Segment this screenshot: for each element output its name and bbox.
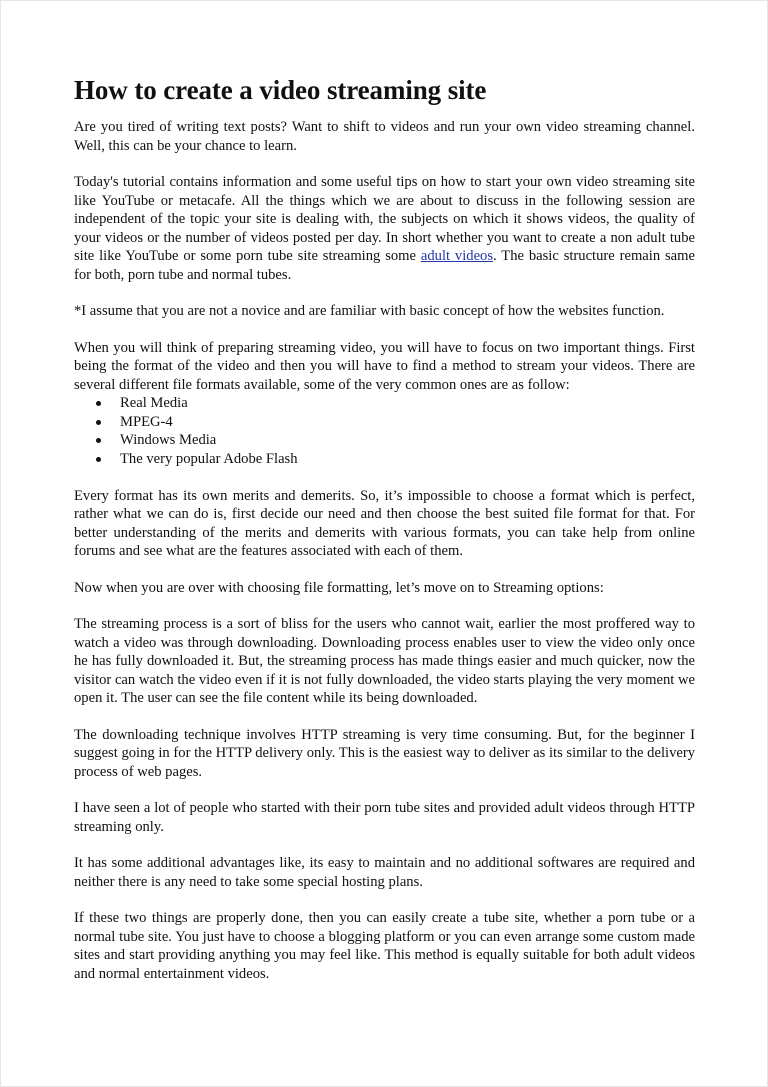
list-item-label: Real Media — [120, 395, 188, 411]
document-title: How to create a video streaming site — [74, 75, 487, 105]
formats-list — [74, 394, 695, 469]
bullet-icon — [96, 438, 101, 443]
merits-paragraph: Every format has its own merits and demerits. So, it’s impossible to choose a format which is perfect, rather what we can do is, first decide our need and then choose the best suited file format for that. For better understanding of the merits and demerits with various formats, you can take help from online forums and see what are the features associated with each of them. — [74, 487, 695, 560]
document-body — [74, 72, 695, 1001]
list-item — [74, 394, 695, 413]
bullet-icon — [96, 457, 101, 462]
bullet-icon — [96, 401, 101, 406]
tutorial-text-before-link: Today's tutorial contains information and some useful tips on how to start your own video streaming site like YouTube or metacafe. All the things which we are about to discuss in the following session are independent of the topic your site is dealing with, the subjects on which it shows videos, the quality of your videos or the number of videos posted per day. In short whether you want to create a non adult tube site like YouTube or some porn tube site streaming some — [74, 174, 695, 264]
adult-videos-link[interactable]: adult videos — [420, 248, 494, 264]
advantages-paragraph: It has some additional advantages like, its easy to maintain and no additional softwares are required and neither there is any need to take some special hosting plans. — [74, 855, 695, 890]
streaming-options-paragraph: Now when you are over with choosing file formatting, let’s move on to Streaming options: — [74, 579, 604, 596]
list-item-label: MPEG-4 — [120, 413, 173, 430]
conclusion-paragraph: If these two things are properly done, then you can easily create a tube site, whether a porn tube or a normal tube site. You just have to choose a blogging platform or you can even arrange some custom made sites and start providing anything you may feel like. This method is equally suitable for both adult videos and normal entertainment videos. — [74, 910, 695, 982]
list-item-label: Windows Media — [120, 432, 217, 449]
list-item — [74, 431, 695, 450]
tutorial-text-after-link: . The basic structure remain same for both, porn tube and normal tubes. — [74, 248, 695, 283]
assumption-paragraph: *I assume that you are not a novice and are familiar with basic concept of how the websites function. — [74, 303, 665, 319]
list-item — [74, 450, 695, 469]
bullet-icon — [96, 420, 101, 425]
streaming-process-paragraph: The streaming process is a sort of bliss for the users who cannot wait, earlier the most proffered way to watch a video was through downloading. Downloading process enables user to view the video only once he has fully downloaded it. But, the streaming process has made things easier and much quicker, now the visitor can watch the video even if it is not fully downloaded, the video starts playing the very moment we open it. The user can see the file content while its being downloaded. — [74, 616, 695, 707]
list-item-label: The very popular Adobe Flash — [120, 451, 298, 468]
tutorial-paragraph — [74, 173, 695, 284]
http-streaming-paragraph: The downloading technique involves HTTP streaming is very time consuming. But, for the beginner I suggest going in for the HTTP delivery only. This is the easiest way to deliver as its similar to the delivery process of web pages. — [74, 726, 695, 780]
list-item — [74, 413, 695, 432]
porn-tube-http-paragraph: I have seen a lot of people who started with their porn tube sites and provided adult videos through HTTP streaming only. — [74, 800, 695, 835]
formats-intro-paragraph: When you will think of preparing streaming video, you will have to focus on two important things. First being the format of the video and then you will have to find a method to stream your videos. There are several different file formats available, some of the very common ones are as follow: — [74, 339, 695, 393]
intro-paragraph: Are you tired of writing text posts? Want to shift to videos and run your own video streaming channel. Well, this can be your chance to learn. — [74, 119, 695, 154]
